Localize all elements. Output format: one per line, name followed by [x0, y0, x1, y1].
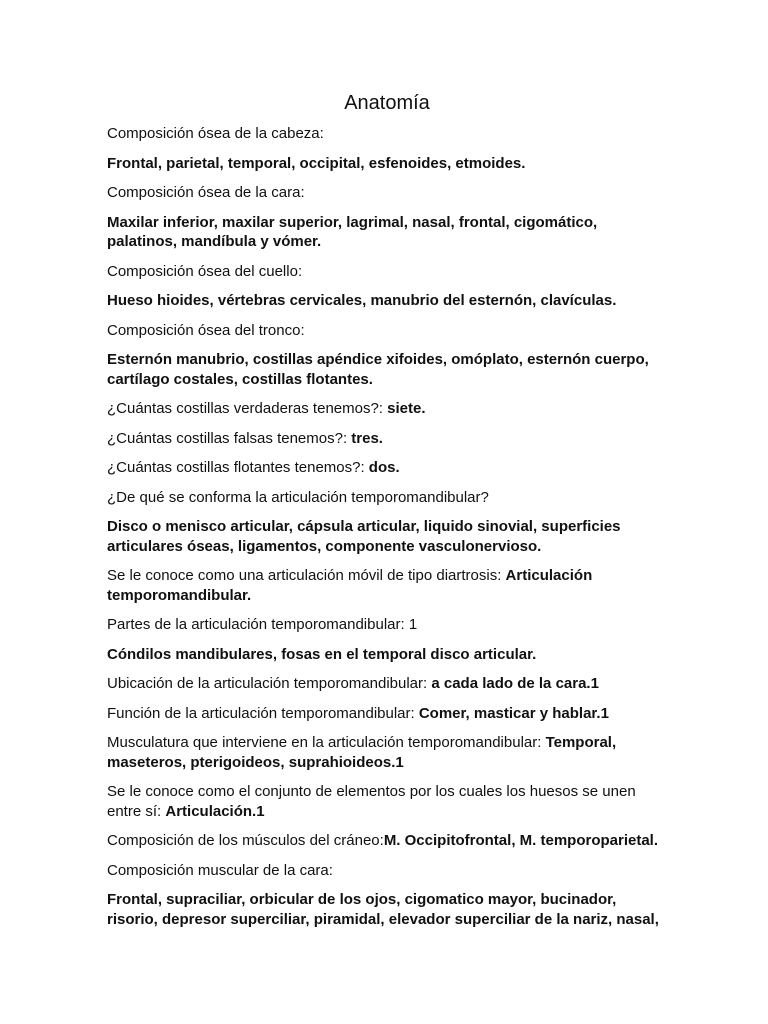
paragraph-text: ¿Cuántas costillas falsas tenemos?: — [107, 429, 352, 447]
paragraph-answer: Esternón manubrio, costillas apéndice xifoides, omóplato, esternón cuerpo, cartílago costales, costillas flotantes. — [107, 351, 649, 388]
paragraph — [107, 517, 667, 556]
paragraph — [107, 291, 667, 311]
paragraph — [107, 615, 667, 635]
paragraph-text: ¿Cuántas costillas verdaderas tenemos?: — [107, 400, 388, 417]
paragraph-text: ¿Cuántas costillas flotantes tenemos?: — [107, 459, 369, 476]
paragraph — [107, 674, 667, 694]
paragraph — [107, 733, 667, 772]
paragraph — [107, 831, 667, 851]
paragraph-text: Composición ósea de la cara: — [107, 184, 305, 201]
paragraph — [107, 645, 667, 665]
document-title: Anatomía — [344, 92, 430, 114]
paragraph — [107, 429, 667, 449]
paragraph — [107, 704, 667, 724]
paragraph — [107, 183, 667, 203]
paragraph — [107, 350, 667, 389]
paragraph — [107, 782, 667, 821]
paragraph-text: Composición ósea del tronco: — [107, 321, 305, 339]
paragraph-text: Composición muscular de la cara: — [107, 861, 333, 879]
paragraph-text: Composición ósea del cuello: — [107, 262, 303, 280]
paragraph-text: Partes de la articulación temporomandibular: 1 — [107, 616, 418, 633]
paragraph — [107, 890, 667, 929]
paragraph-answer: M. Occipitofrontal, M. temporoparietal. — [383, 832, 659, 849]
document-page — [107, 88, 667, 939]
paragraph-answer: dos. — [368, 459, 400, 476]
paragraph — [107, 124, 667, 144]
paragraph — [107, 566, 667, 605]
paragraph — [107, 458, 667, 478]
paragraph-text: Composición de los músculos del cráneo: — [107, 832, 384, 849]
paragraph — [107, 154, 667, 174]
paragraph-text: Se le conoce como el conjunto de elementos por los cuales los huesos se unen entre sí: — [107, 783, 636, 820]
paragraph-answer: siete. — [387, 400, 426, 417]
paragraph — [107, 262, 667, 282]
paragraph-answer: Frontal, parietal, temporal, occipital, esfenoides, etmoides. — [107, 154, 526, 172]
paragraph-answer: a cada lado de la cara.1 — [431, 675, 599, 692]
paragraph — [107, 321, 667, 341]
paragraph-answer: Disco o menisco articular, cápsula articular, liquido sinovial, superficies articulares óseas, ligamentos, componente vasculonervioso. — [107, 518, 621, 555]
paragraph-answer: Temporal, maseteros, pterigoideos, suprahioideos.1 — [107, 734, 617, 771]
paragraph-text: Función de la articulación temporomandibular: — [107, 704, 419, 722]
paragraph-answer: Frontal, supraciliar, orbicular de los ojos, cigomatico mayor, bucinador, risorio, depresor superciliar, piramidal, elevador superciliar de la nariz, nasal, — [107, 891, 659, 928]
paragraph-text: Musculatura que interviene en la articulación temporomandibular: — [107, 734, 546, 751]
paragraph-text: Ubicación de la articulación temporomandibular: — [107, 675, 432, 692]
paragraph-text: ¿De qué se conforma la articulación temporomandibular? — [107, 488, 489, 506]
paragraph-answer: Hueso hioides, vértebras cervicales, manubrio del esternón, clavículas. — [107, 292, 617, 309]
paragraph-text: Composición ósea de la cabeza: — [107, 125, 324, 142]
paragraph — [107, 399, 667, 419]
paragraph-answer: tres. — [351, 429, 383, 447]
paragraph-text: Se le conoce como una articulación móvil de tipo diartrosis: — [107, 567, 506, 584]
paragraph — [107, 213, 667, 252]
paragraph-answer: Comer, masticar y hablar.1 — [418, 704, 609, 722]
paragraph — [107, 488, 667, 508]
paragraph-answer: Articulación temporomandibular. — [107, 567, 593, 604]
paragraph-answer: Cóndilos mandibulares, fosas en el temporal disco articular. — [107, 645, 537, 663]
paragraph-answer: Articulación.1 — [165, 802, 265, 820]
paragraph-answer: Maxilar inferior, maxilar superior, lagrimal, nasal, frontal, cigomático, palatinos, mandíbula y vómer. — [107, 213, 598, 250]
paragraph — [107, 861, 667, 881]
